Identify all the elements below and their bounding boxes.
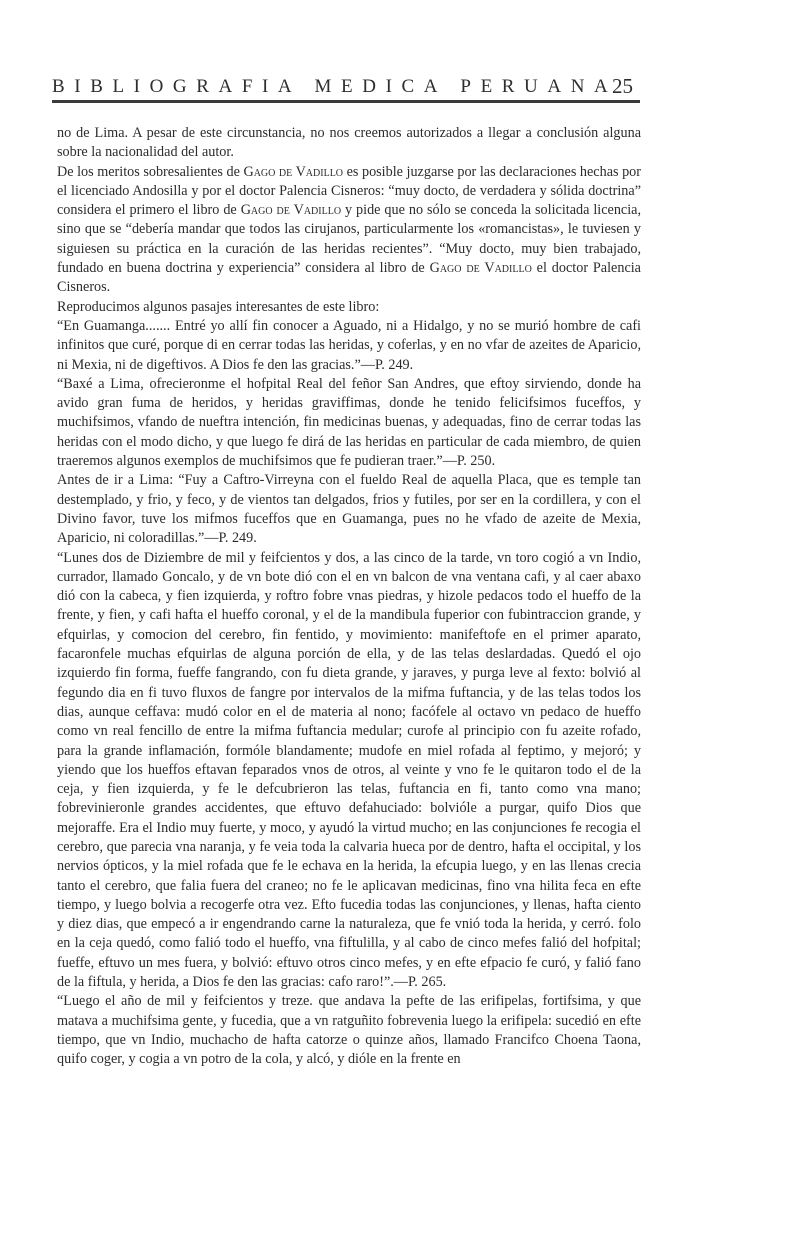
author-name: Gago de Vadillo bbox=[240, 202, 342, 219]
paragraph-1-part-b: De los meritos sobresalientes de bbox=[57, 163, 244, 180]
page-number: 25 bbox=[612, 74, 633, 98]
paragraph-1-part-e: el doctor Palencia Cisneros. bbox=[57, 260, 641, 296]
running-header: BIBLIOGRAFIA MEDICA PERUANA bbox=[52, 76, 618, 97]
body-text bbox=[57, 124, 641, 1070]
header-rule bbox=[52, 100, 640, 103]
author-name: Gago de Vadillo bbox=[243, 163, 344, 180]
paragraph-6: “Lunes dos de Diziembre de mil y feifcientos y dos, a las cinco de la tarde, vn toro cogió a vn Indio, currador, llamado Goncalo, y de vn bote dió con el en vn balcon de vna ventana cafi, y al caer abaxo dió con la cabeca, y fien izquierda, y roftro fobre vnas piedras, y hizole pedacos todo el hueffo de la frente, y fien, y cafi hafta el hueffo coronal, y el de la mandibula fuperior con fubintraccion grande, y efquirlas, y comocion del cerebro, fin fentido, y movimiento: manifeftofe en el primer aparato, facaronfele muchas efquirlas de alguna porción de ella, y de las telas deslardadas. Quedó el ojo izquierdo fin forma, fueffe fangrando, con fu dieta grande, y jaraves, y purga leve al fexto: bolvió al fegundo dia en fi tuvo fluxos de fangre por intervalos de la mifma fuftancia, y de las telas todos los dias, aunque ceffava: mudó color en el de materia al nono; facófele al octavo vn pedaco de hueffo como vn real fencillo de entre la mifma fuftancia medular; curofe al principio con fu azeite rofado, para la grande inflamación, formóle blandamente; mudofe en miel rofada al feptimo, y mejoró; y yiendo que los hueffos eftavan feparados vnos de otros, al veinte y vno fe le quitaron todo el de la ceja, y fien izquierda, y fe le defcubrieron las telas, fuftancia en fi, tanto como vna mano; fobrevinieronle grandes accidentes, que eftuvo defahuciado: bolvióle a purgar, quifo Dios que mejoraffe. Era el Indio muy fuerte, y moco, y ayudó la virtud mucho; en las conjunciones fe recogia el cerebro, que parecia vna naranja, y fe veia toda la calvaria hueca por de dentro, hafta el occipital, y los nervios ópticos, y la miel rofada que fe le echava en la herida, la efcupia luego, y en las llenas crecia tanto el cerebro, que falia fuera del craneo; no fe le aplicavan medicinas, fino vna hilita feca en efte tiempo, y luego bolvia a recogerfe otra vez. Efto fucedia todas las conjunciones, y llenas, hafta ciento y diez dias, que empecó a ir engendrando carne la naturaleza, que fe vnió toda la herida, y cerró. folo en la ceja quedó, como falió todo el hueffo, vna fiftulilla, y al cabo de cinco mefes falió del hofpital; fueffe, eftuvo un mes fuera, y bolvió: eftuvo otros cinco mefes, y en efte efpacio fe curó, y falió fano de la fiftula, y herida, a Dios fe den las gracias: cafo raro!”.—P. 265. bbox=[57, 549, 641, 991]
paragraph-1 bbox=[57, 124, 641, 298]
paragraph-1-part-d: y pide que no sólo se conceda la solicitada licencia, sino que se “debería mandar que todos las cirujanos, particularmente los «romancistas», le tuviesen y siguiesen su práctica en la curación de las heridas recientes”. “Muy docto, muy bien trabajado, fundado en buena doctrina y experiencia” considera al libro de bbox=[57, 202, 642, 277]
paragraph-7: “Luego el año de mil y feifcientos y treze. que andava la pefte de las erifipelas, fortifsima, y que matava a muchifsima gente, y fucedia, que a vn ratguñito fobrevenia luego la erifipela: sucedió en efte tiempo, que vn Indio, muchacho de hafta catorze o quinze años, llamado Francifco Choena Taona, quifo coger, y cogia a vn potro de la cola, y alcó, y dióle en la frente en bbox=[57, 993, 641, 1068]
paragraph-2: Reproducimos algunos pasajes interesantes de este libro: bbox=[57, 298, 380, 315]
paragraph-1-part-a: no de Lima. A pesar de este circunstancia, no nos creemos autorizados a llegar a conclusión alguna sobre la nacionalidad del autor. bbox=[57, 125, 641, 161]
paragraph-4: “Baxé a Lima, ofrecieronme el hofpital Real del feñor San Andres, que eftoy sirviendo, donde ha avido gran fuma de heridos, y heridas graviffimas, donde he tenido felicifsimos fuceffos, y muchifsimos, vfando de nueftra intención, fin medicinas buenas, y adequadas, fino de cerrar todas las heridas con el modo dicho, y que luego fe dirá de las heridas en particular de cada miembro, de quien traeremos algunos exemplos de muchifsimos que fe pudieran traer.”—P. 250. bbox=[57, 375, 641, 470]
paragraph-5: Antes de ir a Lima: “Fuy a Caftro-Virreyna con el fueldo Real de aquella Placa, que es temple tan destemplado, y frio, y feco, y de vientos tan delgados, frios y futiles, por ser en la cordillera, y con el Divino favor, tuve los mifmos fuceffos que en Guamanga, pues no he vfado de azeite de Mexia, Aparicio, ni coloradillas.”—P. 249. bbox=[57, 472, 641, 547]
paragraph-3: “En Guamanga....... Entré yo allí fin conocer a Aguado, ni a Hidalgo, y no se murió hombre de cafi infinitos que curé, porque di en cerrar todas las heridas, y coferlas, y en no vfar de azeites de Aparicio, ni Mexia, ni de digeftivos. A Dios fe den las gracias.”—P. 249. bbox=[57, 317, 641, 373]
author-name: Gago de Vadillo bbox=[429, 260, 532, 277]
paragraph-1-part-c: es posible juzgarse por las declaraciones hechas por el licenciado Andosilla y por el doctor Palencia Cisneros: “muy docto, de verdadera y sólida doctrina” considera el primero el libro de bbox=[57, 163, 641, 219]
